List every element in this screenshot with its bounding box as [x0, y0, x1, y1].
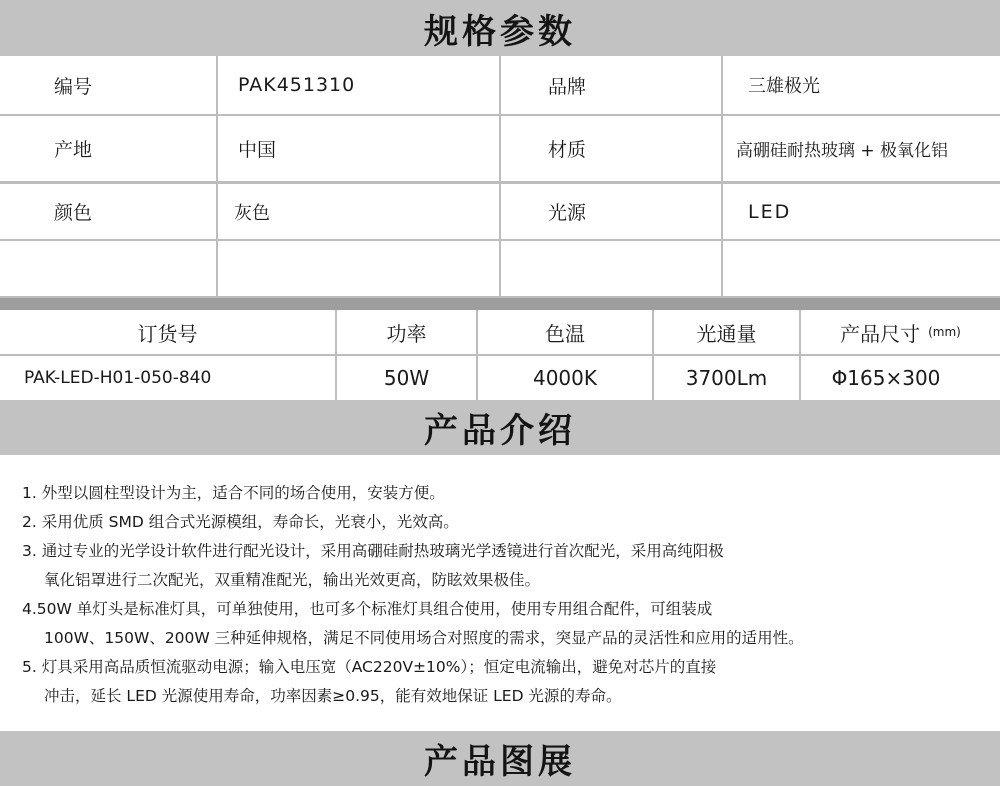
spec-label: 产地 — [54, 139, 93, 161]
spec-label: 编号 — [54, 75, 93, 98]
intro-line: 3. 通过专业的光学设计软件进行配光设计，采用高硼硅耐热玻璃光学透镜进行首次配光，采用高纯阳极 — [22, 542, 724, 560]
order-header: 功率 — [386, 321, 427, 346]
intro-line: 5. 灯具采用高品质恒流驱动电源；输入电压宽（AC220V±10%）；恒定电流输出，避免对芯片的直接 — [22, 658, 717, 676]
gallery-section-title: 产品图展 — [0, 731, 1000, 786]
separator-bar — [0, 298, 1000, 310]
order-table — [0, 310, 1000, 400]
spec-value: LED — [748, 200, 792, 223]
product-intro — [0, 455, 1000, 731]
size-unit: (mm) — [928, 325, 961, 339]
order-luminous-flux: 3700Lm — [685, 366, 768, 390]
spec-row — [0, 184, 1000, 239]
order-header: 订货号 — [137, 321, 198, 346]
order-color-temp: 4000K — [532, 366, 597, 390]
order-header-size — [801, 310, 1000, 354]
spec-row — [0, 241, 1000, 296]
spec-label: 材质 — [548, 139, 587, 161]
order-power: 50W — [383, 366, 430, 390]
spec-label: 品牌 — [548, 75, 587, 98]
intro-line: 1. 外型以圆柱型设计为主，适合不同的场合使用，安装方便。 — [22, 484, 445, 502]
specs-section-title: 规格参数 — [0, 0, 1000, 56]
intro-line: 2. 采用优质 SMD 组合式光源模组，寿命长，光衰小，光效高。 — [22, 513, 459, 531]
spec-row — [0, 56, 1000, 114]
order-header: 光通量 — [696, 321, 757, 346]
intro-line: 氧化铝罩进行二次配光，双重精准配光，输出光效更高，防眩效果极佳。 — [44, 571, 541, 589]
spec-row — [0, 116, 1000, 181]
spec-label: 光源 — [548, 202, 587, 224]
spec-table — [0, 56, 1000, 298]
order-number: PAK-LED-H01-050-840 — [24, 368, 212, 388]
spec-label: 颜色 — [54, 202, 93, 224]
intro-line: 4.50W 单灯头是标准灯具，可单独使用，也可多个标准灯具组合使用，使用专用组合配件，可组装成 — [22, 600, 713, 618]
spec-value: 三雄极光 — [748, 76, 820, 97]
spec-value: PAK451310 — [238, 74, 356, 96]
order-header: 色温 — [545, 321, 585, 346]
intro-line: 冲击，延长 LED 光源使用寿命，功率因素≥0.95，能有效地保证 LED 光源的寿命。 — [44, 687, 622, 705]
intro-line: 100W、150W、200W 三种延伸规格，满足不同使用场合对照度的需求，突显产品的灵活性和应用的适用性。 — [44, 629, 804, 647]
spec-value: 高硼硅耐热玻璃 + 极氧化铝 — [736, 141, 949, 161]
intro-section-title: 产品介绍 — [0, 400, 1000, 455]
spec-value: 灰色 — [234, 202, 270, 224]
spec-value: 中国 — [238, 139, 277, 161]
order-size: Φ165×300 — [831, 366, 941, 390]
order-header: 产品尺寸 — [840, 321, 921, 346]
